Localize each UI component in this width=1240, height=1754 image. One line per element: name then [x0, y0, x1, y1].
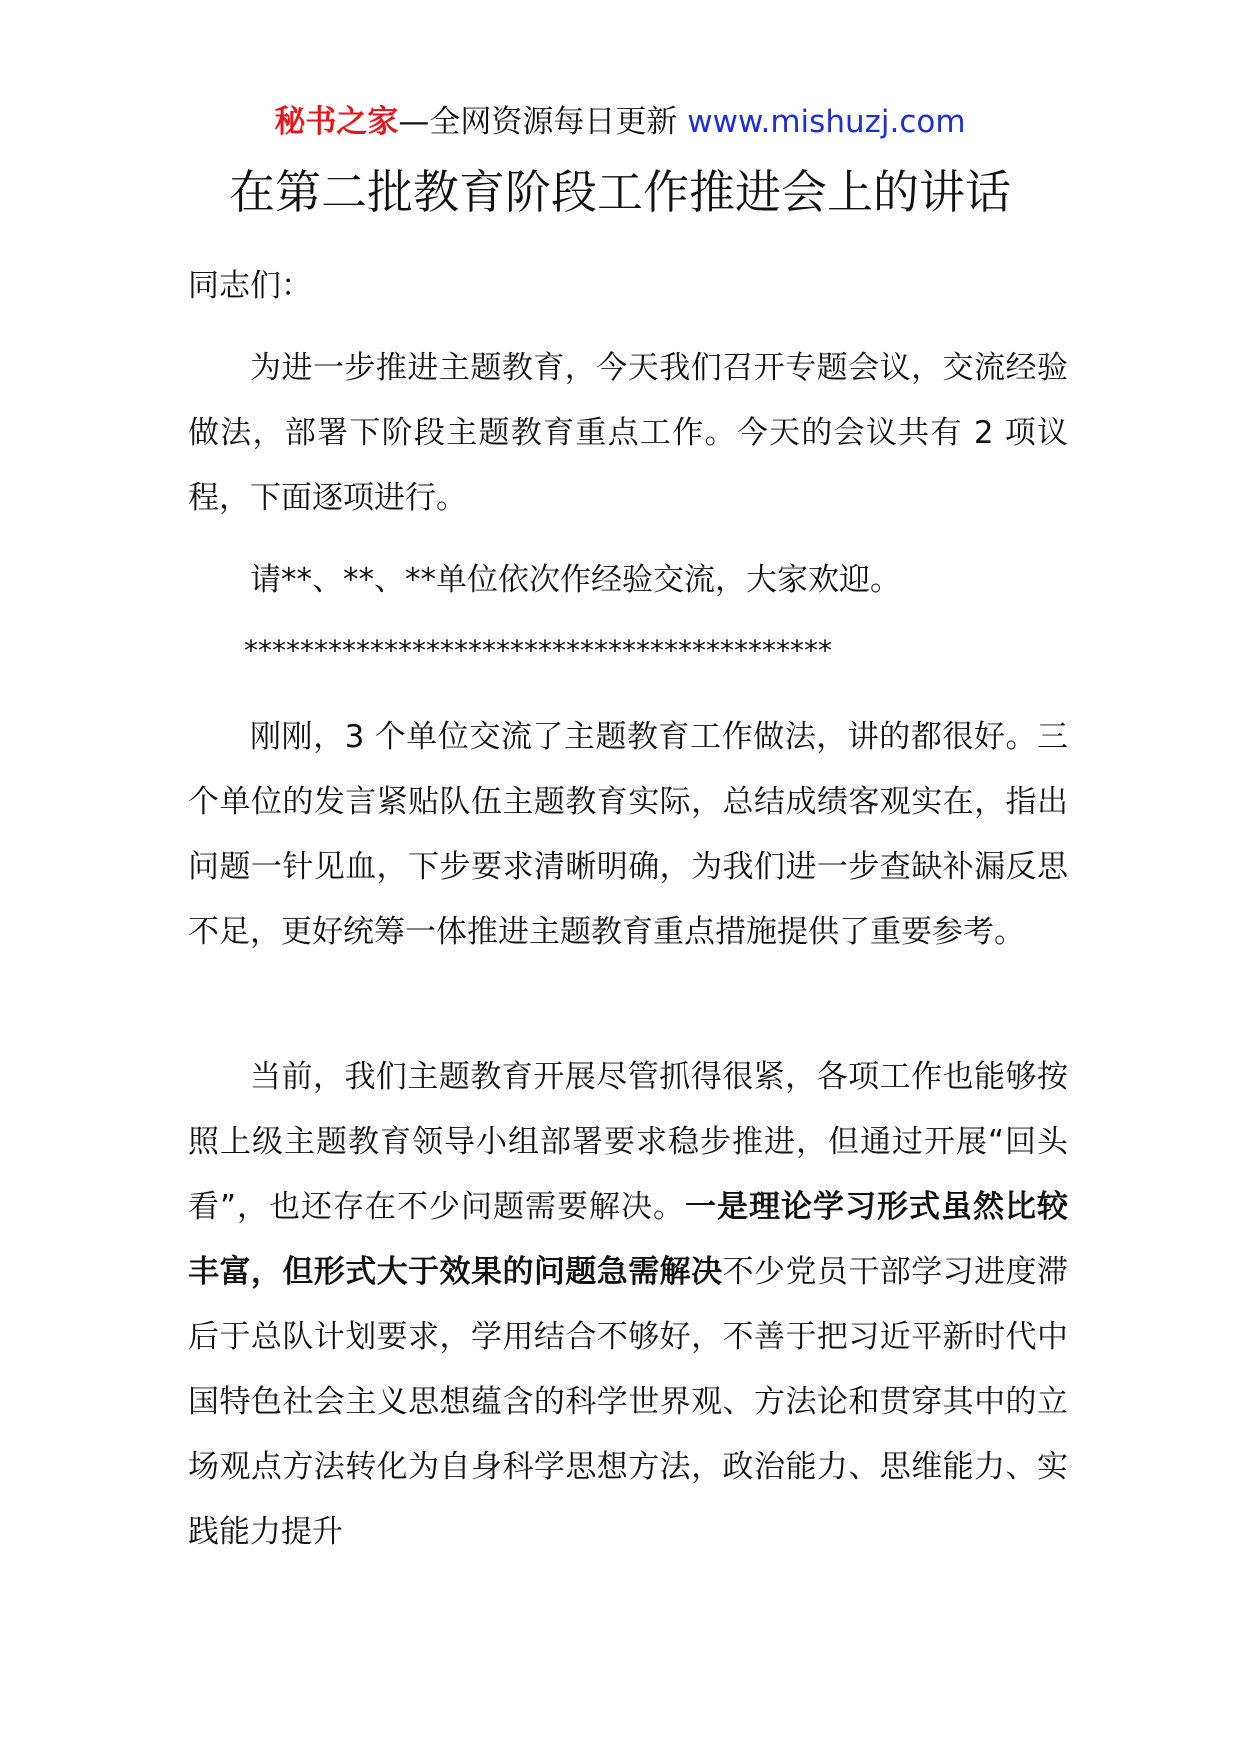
salutation: 同志们：: [188, 268, 312, 304]
brand-name: 秘书之家: [274, 104, 399, 140]
asterisk-separator: ******************************************: [244, 634, 832, 667]
paragraph-problems-bold-point: 一是理论学习形式虽然比较丰富，但形式大于效果的问题急需解决: [188, 1189, 1069, 1290]
paragraph-problems-rest: 不少党员干部学习进度滞后于总队计划要求，学用结合不够好，不善于把习近平新时代中国特色社会主义思想蕴含的科学世界观、方法论和贯穿其中的立场观点方法转化为自身科学思想方法，政治能力、思维能力、实践能力提升: [188, 1254, 1069, 1550]
paragraph-problems: [188, 1045, 1068, 1565]
paragraph-summary: 刚刚，3 个单位交流了主题教育工作做法，讲的都很好。三个单位的发言紧贴队伍主题教育实际，总结成绩客观实在，指出问题一针见血，下步要求清晰明确，为我们进一步查缺补漏反思不足，更好统筹一体推进主题教育重点措施提供了重要参考。: [188, 719, 1068, 950]
paragraph-exchange-request: 请**、**、**单位依次作经验交流，大家欢迎。: [250, 562, 901, 598]
paragraph-intro: 为进一步推进主题教育，今天我们召开专题会议，交流经验做法，部署下阶段主题教育重点工作。今天的会议共有 2 项议程，下面逐项进行。: [188, 350, 1068, 516]
paragraph-problems-lead: 当前，我们主题教育开展尽管抓得很紧，各项工作也能够按照上级主题教育领导小组部署要求稳步推进，但通过开展“回头看”，也还存在不少问题需要解决。: [188, 1059, 1068, 1225]
header-tagline: —全网资源每日更新: [398, 104, 688, 140]
site-header: [0, 100, 1240, 144]
document-title: 在第二批教育阶段工作推进会上的讲话: [229, 165, 1011, 219]
site-url-link[interactable]: www.mishuzj.com: [687, 104, 966, 140]
